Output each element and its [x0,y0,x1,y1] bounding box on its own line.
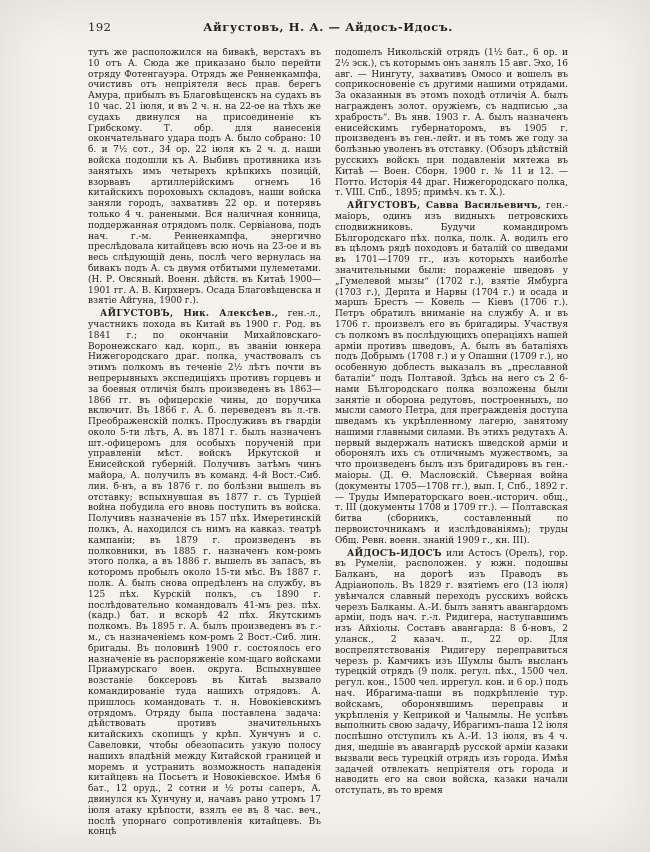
paragraph-continuation [88,48,321,307]
text-columns [88,48,568,848]
paragraph-text: или Астосъ (Орелъ), гор. въ Румеліи, расположен. у южн. подошвы Балканъ, на дорогѣ изъ Праводъ въ Адріанополь. Въ 1829 г. взятіемъ его (13 іюля) увѣнчался славный переходъ русскихъ войскъ черезъ Балканы. А.-И. былъ занятъ авангардомъ арміи, подъ нач. г.-л. Ридигера, наступавшимъ изъ Айхіолы. Составъ авангарда: 8 б-новъ, 2 уланск., 2 казач. п., 22 ор. Для воспрепятствованія Ридигеру переправиться черезъ р. Камчикъ изъ Шумлы былъ высланъ турецкій отрядъ (9 полк. регул. пѣх., 1500 чел. регул. кон., 1500 чел. иррегул. кон. и 6 ор.) подъ нач. Ибрагима-паши въ подкрѣпленіе тур. войскамъ, оборонявшимъ переправы и укрѣпленія у Кеприкой и Чалымлы. Не успѣвъ выполнить свою задачу, Ибрагимъ-паша 12 іюля поспѣшно отступилъ къ А.-И. 13 іюля, въ 4 ч. дня, шедшіе въ авангардѣ русской арміи казаки вызвали весь турецкій отрядъ изъ города. Имѣя задачей отвлекать непріятеля отъ города и наводить его на свои войска, казаки начали отступать, въ то время [335,548,568,797]
right-column [335,48,568,848]
running-header: Айгустовъ, Н. А. — Айдосъ-Идосъ. [203,20,453,34]
paragraph-text: ген.-маіоръ, одинъ изъ видныхъ петровскихъ сподвижниковъ. Будучи командиромъ Бѣлгородскаго пѣх. полка, полк. А. водилъ его въ цѣломъ рядѣ походовъ и баталій со шведами въ 1701—1709 гг., изъ которыхъ наиболѣе значительными были: пораженіе шведовъ у „Гумелевой мызы“ (1702 г.), взятіе Ямбурга (1703 г.), Дерпта и Нарвы (1704 г.) и осада и маршъ Брестъ — Ковель — Кіевъ (1706 г.). Петръ обратилъ вниманіе на службу А. и въ 1706 г. произвелъ его въ бригадиры. Участвуя съ полкомъ въ послѣдующихъ операціяхъ нашей арміи противъ шведовъ, А. былъ въ баталіяхъ подъ Добрымъ (1708 г.) и у Опашни (1709 г.), но особенную доблесть выказалъ въ „преславной баталіи“ подъ Полтавой. Здѣсь на него съ 2 б-нами Бѣлгородскаго полка возложены были занятіе и оборона редутовъ, построенныхъ, по мысли самого Петра, для прегражденія доступа шведамъ къ укрѣпленному лагерю, занятому нашими главными силами. Въ этихъ редутахъ А. первый выдержалъ натискъ шведской арміи и оборонялъ ихъ съ отличнымъ мужествомъ, за что произведенъ былъ изъ бригадировъ въ ген.-маіоры. (Д. Ѳ. Масловскій. Сѣверная война (документы 1705—1708 гг.), вып. I, Спб., 1892 г. — Труды Императорскаго воен.-историч. общ., т. III (документы 1708 и 1709 гг.). — Полтавская битва (сборникъ, составленный по первоисточникамъ и изслѣдованіямъ); труды Общ. Ревн. военн. знаній 1909 г., кн. III). [335,201,568,546]
article-aigustov-nik-alekseev [88,309,321,838]
page-number: 192 [88,20,112,34]
paragraph-text: ген.-л., участникъ похода въ Китай въ 1900 г. Род. въ 1841 г.; по окончаніи Михайловскаго-Воронежскаго кад. корп., въ званіи юнкера Нижегородскаго драг. полка, участвовалъ съ этимъ полкомъ въ теченіе 2½ лѣтъ почти въ непрерывныхъ экспедиціяхъ противъ горцевъ и за боевыя отличія былъ произведенъ въ 1863—1866 гг. въ офицерскіе чины, до поручика включит. Въ 1866 г. А. б. переведенъ въ л.-гв. Преображенскій полкъ. Прослуживъ въ гвардіи около 5-ти лѣтъ, А. въ 1871 г. былъ назначенъ шт.-офицеромъ для особыхъ порученій при управленіи мѣст. войскъ Иркутской и Енисейской губерній. Получивъ затѣмъ чинъ майора, А. получилъ въ команд. 4-й Вост.-Сиб. лин. б-нъ, а въ 1876 г. по болѣзни вышелъ въ отставку; вспыхнувшая въ 1877 г. съ Турціей война побудила его вновь поступить въ войска. Получивъ назначеніе въ 157 пѣх. Имеретинскій полкъ, А. находился съ нимъ на кавказ. театрѣ кампаніи; въ 1879 г. произведенъ въ полковники, въ 1885 г. назначенъ ком-ромъ этого полка, а въ 1886 г. вышелъ въ запасъ, въ которомъ пробылъ около 15-ти мѣс. Въ 1887 г. полк. А. былъ снова опредѣленъ на службу, въ 125 пѣх. Курскій полкъ, съ 1890 г. послѣдовательно командовалъ 41-мъ рез. пѣх. (кадр.) бат. и вскорѣ 42 пѣх. Якутскимъ полкомъ. Въ 1895 г. А. былъ произведенъ въ г.-м., съ назначеніемъ ком-ромъ 2 Вост.-Сиб. лин. бригады. Въ половинѣ 1900 г. состоялось его назначеніе въ распоряженіе ком-щаго войсками Приамурскаго воен. округа. Вспыхнувшее возстаніе боксеровъ въ Китаѣ вызвало командированіе туда нашихъ отрядовъ. А. пришлось командовать т. н. Новокіевскимъ отрядомъ. Отряду была поставлена задача: дѣйствовать противъ значительныхъ китайскихъ скопищъ у крѣп. Хунчунъ и с. Савеловки, чтобы обезопасить узкую полосу нашихъ владѣній между Китайской границей и моремъ и устранить возможность нападенія китайцевъ на Посьетъ и Новокіевское. Имѣя 6 бат., 12 оруд., 2 сотни и ½ роты саперъ, А. двинулся къ Хунчуну и, начавъ рано утромъ 17 іюля атаку крѣпости, взялъ ее въ 8 час. веч., послѣ упорнаго сопротивленія китайцевъ. Въ концѣ [88,309,321,838]
paragraph-text: подошелъ Никольскій отрядъ (1½ бат., 6 ор. и 2½ эск.), съ которымъ онъ занялъ 15 авг. Эхо, 16 авг. — Нингуту, захвативъ Омосо и вошелъ въ соприкосновеніе съ другими нашими отрядами. За оказанныя въ этомъ походѣ отличія А. былъ награжденъ золот. оружіемъ, съ надписью „за храбрость“. Въ янв. 1903 г. А. былъ назначенъ енисейскимъ губернаторомъ, въ 1905 г. произведенъ въ ген.-лейт. и въ томъ же году за болѣзнью уволенъ въ отставку. (Обзоръ дѣйствій русскихъ войскъ при подавленіи мятежа въ Китаѣ — Воен. Сборн. 1900 г. № 11 и 12. — Потто. Исторія 44 драг. Нижегородскаго полка, т. VIII. Спб., 1895; примѣч. къ т. X.). [335,48,568,199]
entry-headword: АЙГУСТОВЪ, Ник. Алексѣев., [100,309,279,320]
entry-headword: АЙГУСТОВЪ, Савва Васильевичъ, [347,201,542,212]
paragraph-text: тутъ же расположился на бивакѣ, верстахъ въ 10 отъ А. Сюда же приказано было перейти отряду Фотенгауэра. Отрядъ же Ренненкампфа, очистивъ отъ непріятеля весь прав. берегъ Амура, прибылъ въ Благовѣщенскъ на судахъ въ 10 час. 21 іюля, и въ 2 ч. н. на 22-ое на тѣхъ же судахъ двинулся на присоединеніе къ Грибскому. Т. обр. для нанесенія окончательнаго удара подъ А. было собрано: 10 б. и 7½ сот., 34 ор. 22 іюля къ 2 ч. д. наши войска подошли къ А. Выбивъ противника изъ занятыхъ имъ четырехъ крѣпкихъ позицій, взорвавъ артиллерійскимъ огнемъ 16 китайскихъ пороховыхъ складовъ, наши войска заняли городъ, захвативъ 22 ор. и потерявъ только 4 ч. ранеными. Вся наличная конница, поддержанная отрядомъ полк. Сервіанова, подъ нач. г.-м. Ренненкампфа, энергично преслѣдовала китайцевъ всю ночь на 23-ое и въ весь слѣдующій день, послѣ чего вернулась на бивакъ подъ А. съ двумя отбитыми пулеметами. (Н. Р. Овсяный. Военн. дѣйств. въ Китаѣ 1900—1901 гг. А. В. Кирхнеръ. Осада Благовѣщенска и взятіе Айгуна, 1900 г.). [88,48,321,307]
paragraph-continuation [335,48,568,199]
page-header [88,20,568,36]
article-aidos-idos [335,549,568,797]
left-column [88,48,321,848]
article-aigustov-savva-vasilievich [335,201,568,547]
entry-headword: АЙДОСЪ-ИДОСЪ [347,548,442,559]
